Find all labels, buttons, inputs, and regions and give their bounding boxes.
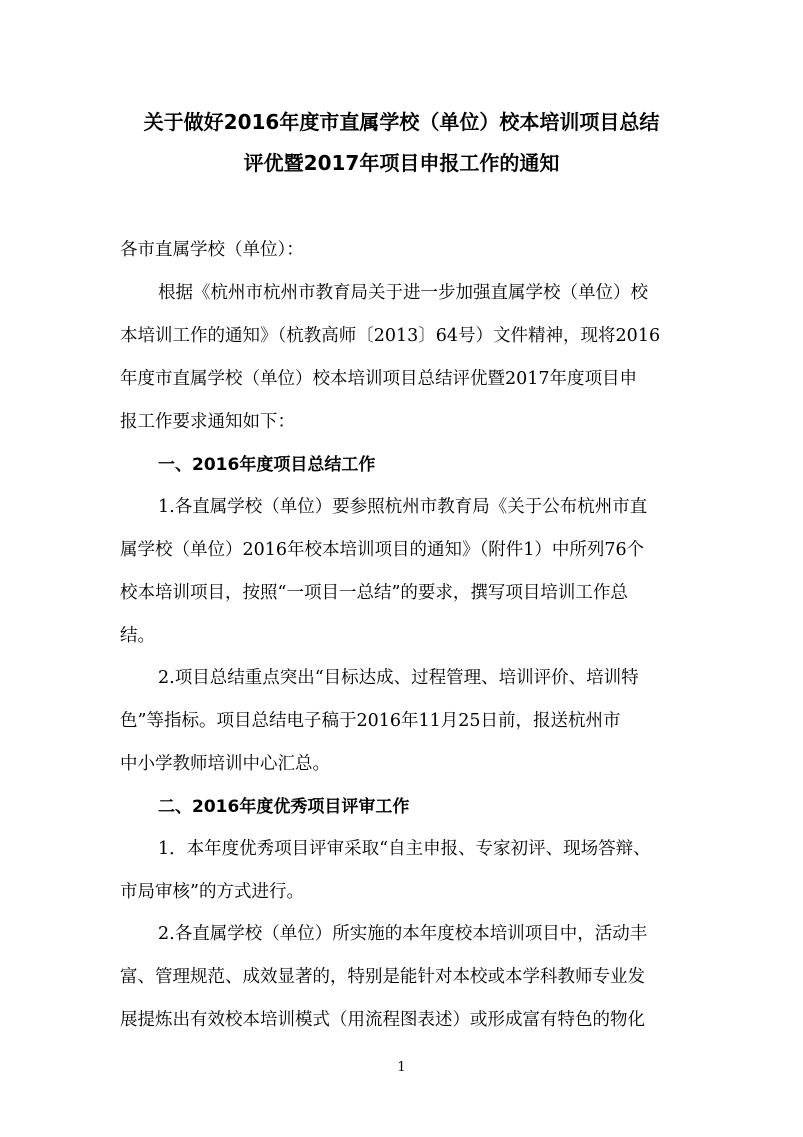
intro-line-3: 年度市直属学校（单位）校本培训项目总结评优暨2017年度项目申 xyxy=(120,369,638,389)
section-2-item-2-line-3: 展提炼出有效校本培训模式（用流程图表述）或形成富有特色的物化 xyxy=(120,1010,645,1030)
section-2-item-2-line-2: 富、管理规范、成效显著的，特别是能针对本校或本学科教师专业发 xyxy=(120,967,645,987)
intro-line-4: 报工作要求通知如下： xyxy=(120,412,295,432)
section-1-item-2-line-2: 色”等指标。项目总结电子稿于2016年11月25日前，报送杭州市 xyxy=(120,711,621,731)
section-1-item-1-line-1: 1.各直属学校（单位）要参照杭州市教育局《关于公布杭州市直 xyxy=(158,497,648,517)
document-title-line-1: 关于做好2016年度市直属学校（单位）校本培训项目总结 xyxy=(143,110,660,134)
section-2-item-2-line-1: 2.各直属学校（单位）所实施的本年度校本培训项目中，活动丰 xyxy=(158,924,648,944)
intro-line-2: 本培训工作的通知》（杭教高师〔2013〕64号）文件精神，现将2016 xyxy=(120,326,661,346)
page-number: 1 xyxy=(397,1060,406,1075)
section-2-heading: 二、2016年度优秀项目评审工作 xyxy=(158,797,410,817)
intro-line-1: 根据《杭州市杭州市教育局关于进一步加强直属学校（单位）校 xyxy=(158,283,648,303)
section-1-item-2-line-3: 中小学教师培训中心汇总。 xyxy=(120,754,330,774)
section-2-item-1-line-1: 1．本年度优秀项目评审采取“自主申报、专家初评、现场答辩、 xyxy=(158,839,651,859)
section-1-item-1-line-3: 校本培训项目，按照“一项目一总结”的要求，撰写项目培训工作总 xyxy=(120,583,628,603)
section-2-item-1-line-2: 市局审核”的方式进行。 xyxy=(120,882,304,902)
section-1-item-2-line-1: 2.项目总结重点突出“目标达成、过程管理、培训评价、培训特 xyxy=(158,668,639,688)
salutation: 各市直属学校（单位）： xyxy=(120,240,304,260)
section-1-item-1-line-4: 结。 xyxy=(120,626,155,646)
section-1-item-1-line-2: 属学校（单位）2016年校本培训项目的通知》（附件1）中所列76个 xyxy=(120,540,645,560)
document-title-line-2: 评优暨2017年项目申报工作的通知 xyxy=(243,151,560,175)
section-1-heading: 一、2016年度项目总结工作 xyxy=(158,455,376,475)
